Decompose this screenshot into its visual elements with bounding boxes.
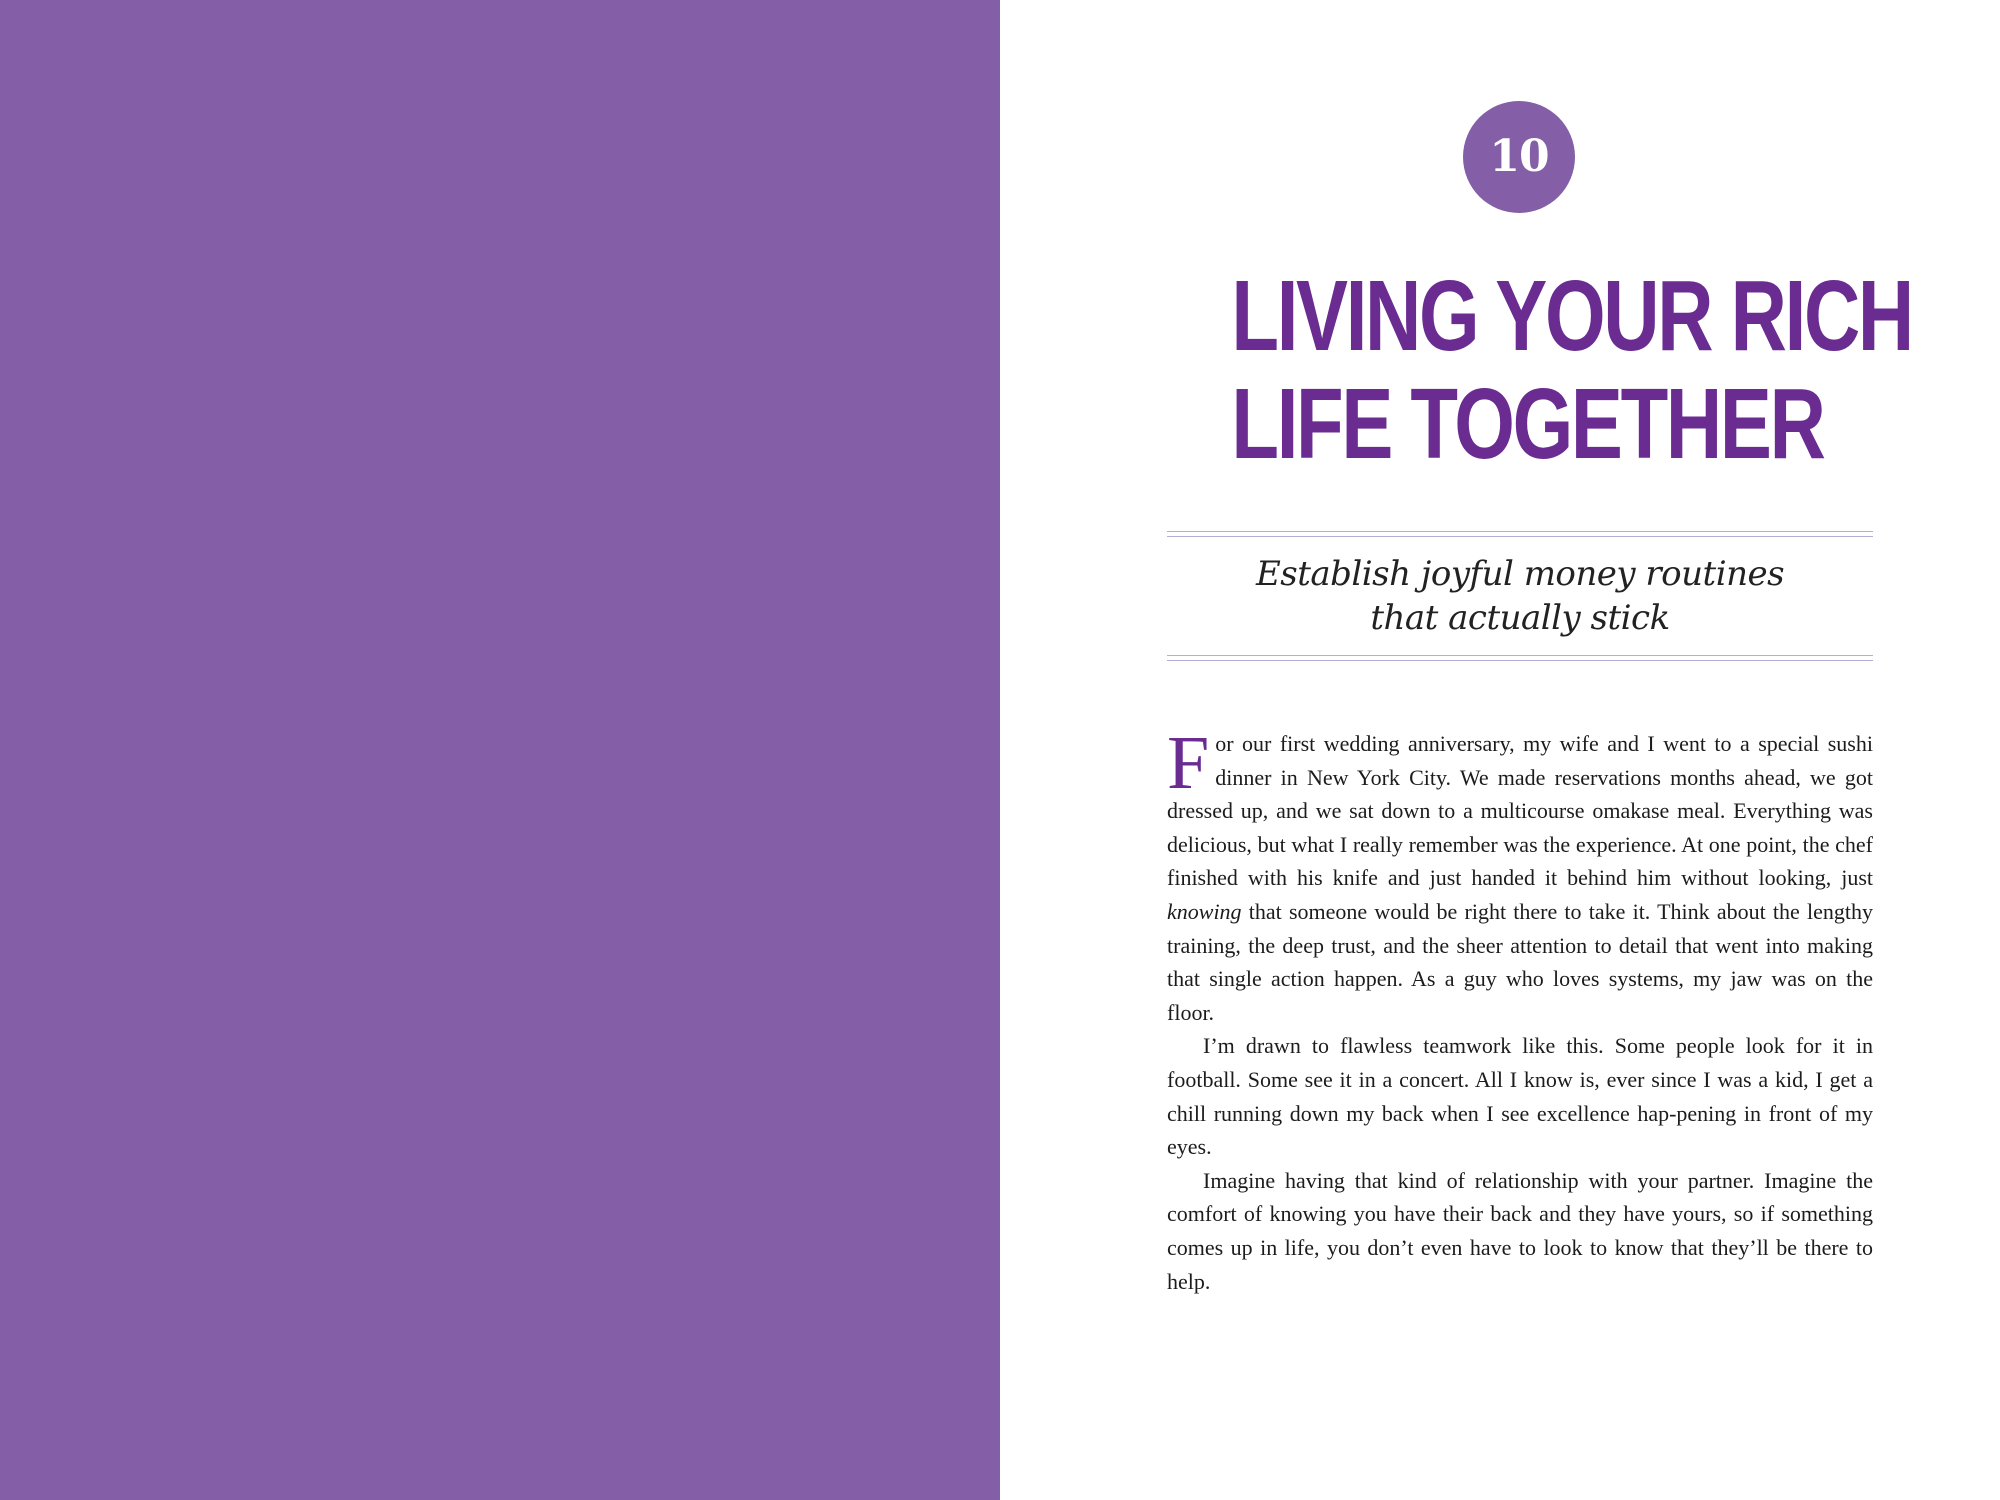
- top-rule-1: [1167, 531, 1873, 532]
- drop-cap: F: [1167, 721, 1210, 805]
- chapter-title: [1231, 260, 1912, 480]
- chapter-number: 10: [1489, 131, 1549, 182]
- paragraph-1: [1167, 721, 1873, 1029]
- paragraph-1-text: or our first wedding anniversary, my wife and I went to a special sushi dinner in New York City. We made reservations months ahead, we got dressed up, and we sat down to a multicourse omakase meal. Everything was delicious, but what I really remember was the experience. At one point, the chef finished with his knife and just handed it behind him without looking, just: [1167, 731, 1873, 891]
- paragraph-1-emphasis: knowing: [1167, 898, 1242, 924]
- body-text: [1167, 721, 1873, 1298]
- bottom-rule-1: [1167, 655, 1873, 656]
- paragraph-2: I’m drawn to flawless teamwork like this. Some people look for it in football. Some see it in a concert. All I know is, ever since I was a kid, I get a chill running down my back when I see excellence hap-pening in front of my eyes.: [1167, 1033, 1873, 1160]
- bottom-rule-2: [1167, 660, 1873, 661]
- subtitle-line-2: that actually stick: [1370, 598, 1670, 638]
- top-rule-2: [1167, 536, 1873, 537]
- chapter-number-badge: [1463, 101, 1575, 213]
- subtitle-line-1: Establish joyful money routines: [1255, 554, 1785, 594]
- paragraph-1-text-end: that someone would be right there to take it. Think about the lengthy training, the deep trust, and the sheer attention to detail that went into making that single action happen. As a guy who loves systems, my jaw was on the floor.: [1167, 898, 1873, 1025]
- chapter-title-line-2: LIFE TOGETHER: [1231, 368, 1824, 480]
- paragraph-3: Imagine having that kind of relationship with your partner. Imagine the comfort of knowing you have their back and they have yours, so if something comes up in life, you don’t even have to look to know that they’ll be there to help.: [1167, 1167, 1873, 1294]
- chapter-title-line-1: LIVING YOUR RICH: [1231, 260, 1912, 372]
- chapter-subtitle: [1150, 552, 1890, 640]
